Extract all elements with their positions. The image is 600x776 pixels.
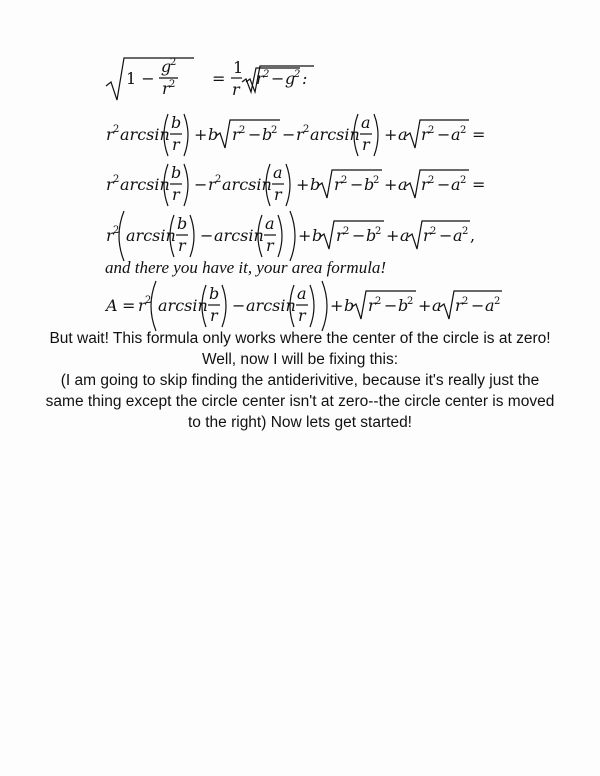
equation-line-5-area-formula: [104, 278, 504, 334]
svg-text:a: a: [485, 296, 495, 315]
svg-text:a: a: [273, 163, 283, 182]
svg-text:b: b: [344, 296, 355, 315]
svg-text:1: 1: [233, 58, 244, 77]
svg-text:−: −: [271, 69, 285, 88]
svg-text:,: ,: [470, 226, 476, 245]
svg-text:2: 2: [462, 226, 469, 237]
svg-text:b: b: [171, 113, 182, 132]
svg-text:+: +: [296, 175, 310, 194]
svg-text:=: =: [122, 296, 136, 315]
svg-text:a: a: [265, 214, 275, 233]
svg-text:a: a: [361, 113, 371, 132]
area-formula-caption: and there you have it, your area formula!: [105, 258, 387, 277]
svg-text:b: b: [171, 163, 182, 182]
paragraph-1: But wait! This formula only works where the center of the circle is at zero! Well, now I will be fixing this:: [49, 330, 551, 368]
svg-text:2: 2: [428, 125, 435, 136]
svg-text:r: r: [178, 236, 186, 255]
svg-text:r: r: [362, 135, 370, 154]
svg-text:−: −: [248, 125, 262, 144]
svg-text:2: 2: [460, 125, 467, 136]
svg-text:r: r: [172, 135, 180, 154]
svg-text:−: −: [384, 296, 398, 315]
svg-text:A: A: [106, 296, 118, 315]
svg-text:a: a: [451, 125, 461, 144]
svg-text:+: +: [384, 125, 398, 144]
svg-text:2: 2: [462, 296, 469, 307]
svg-text:2: 2: [460, 175, 467, 186]
svg-text:b: b: [209, 284, 220, 303]
svg-text:r: r: [274, 185, 282, 204]
svg-text:r: r: [368, 296, 376, 315]
svg-text:+: +: [418, 296, 432, 315]
svg-text:2: 2: [271, 125, 278, 136]
svg-text:b: b: [208, 125, 219, 144]
svg-text:2: 2: [215, 174, 222, 185]
svg-text:r: r: [162, 79, 170, 98]
svg-text:g: g: [161, 57, 172, 76]
svg-text:=: =: [212, 69, 226, 88]
svg-text:r: r: [106, 226, 114, 245]
svg-text:r: r: [232, 80, 240, 99]
svg-text:2: 2: [263, 69, 270, 80]
svg-text:2: 2: [407, 296, 414, 307]
svg-text:arcsin: arcsin: [126, 226, 176, 245]
svg-text:−: −: [194, 175, 208, 194]
svg-text:+: +: [194, 125, 208, 144]
svg-text:1 −: 1 −: [126, 69, 155, 88]
svg-text:r: r: [423, 226, 431, 245]
svg-text:arcsin: arcsin: [310, 125, 360, 144]
svg-text:arcsin: arcsin: [120, 125, 170, 144]
svg-text:+: +: [384, 175, 398, 194]
svg-text:2: 2: [375, 296, 382, 307]
svg-text:2: 2: [113, 124, 120, 135]
svg-text:2: 2: [303, 124, 310, 135]
sqrt-sign: [242, 64, 342, 94]
svg-text:2: 2: [494, 296, 501, 307]
svg-text:−: −: [439, 226, 453, 245]
svg-text:−: −: [471, 296, 485, 315]
svg-text:r: r: [336, 226, 344, 245]
svg-text:a: a: [398, 175, 408, 194]
svg-text:=: =: [472, 125, 486, 144]
svg-text:2: 2: [145, 295, 152, 306]
svg-text:2: 2: [169, 79, 176, 90]
equation-line-4: [104, 208, 484, 264]
svg-text:r: r: [334, 175, 342, 194]
svg-text:arcsin: arcsin: [222, 175, 272, 194]
svg-text:arcsin: arcsin: [120, 175, 170, 194]
svg-text:r: r: [455, 296, 463, 315]
svg-text:a: a: [398, 125, 408, 144]
svg-text:b: b: [366, 226, 377, 245]
svg-text:r: r: [296, 125, 304, 144]
svg-text:r: r: [106, 175, 114, 194]
svg-text:−: −: [352, 226, 366, 245]
svg-text:b: b: [262, 125, 273, 144]
svg-text:b: b: [398, 296, 409, 315]
svg-text:r: r: [138, 296, 146, 315]
svg-text:r: r: [256, 69, 264, 88]
explanation-text: [40, 328, 560, 433]
svg-text:a: a: [453, 226, 463, 245]
svg-text:b: b: [177, 214, 188, 233]
svg-text:2: 2: [170, 57, 177, 68]
svg-text:a: a: [451, 175, 461, 194]
svg-text:−: −: [437, 125, 451, 144]
svg-text:r: r: [172, 185, 180, 204]
svg-text:a: a: [400, 226, 410, 245]
svg-text:2: 2: [113, 174, 120, 185]
svg-text:=: =: [472, 175, 486, 194]
svg-text:2: 2: [343, 226, 350, 237]
svg-text:+: +: [386, 226, 400, 245]
svg-text:2: 2: [113, 225, 120, 236]
svg-text:2: 2: [373, 175, 380, 186]
svg-text:+: +: [330, 296, 344, 315]
svg-text:2: 2: [430, 226, 437, 237]
svg-text:arcsin: arcsin: [246, 296, 296, 315]
svg-text:a: a: [432, 296, 442, 315]
svg-text:arcsin: arcsin: [158, 296, 208, 315]
svg-text:r: r: [298, 306, 306, 325]
equation-line-3: [104, 158, 484, 210]
svg-text:arcsin: arcsin: [214, 226, 264, 245]
svg-text::: :: [302, 69, 308, 88]
svg-text:r: r: [232, 125, 240, 144]
svg-text:2: 2: [428, 175, 435, 186]
paragraph-2: (I am going to skip finding the antiderivitive, because it's really just the same thing except the circle center isn't at zero--the circle center is moved to the right) Now lets get started!: [45, 372, 555, 431]
svg-text:−: −: [232, 296, 246, 315]
svg-text:r: r: [421, 175, 429, 194]
svg-text:b: b: [310, 175, 321, 194]
svg-text:−: −: [282, 125, 296, 144]
svg-text:2: 2: [341, 175, 348, 186]
svg-text:−: −: [350, 175, 364, 194]
svg-text:r: r: [421, 125, 429, 144]
equation-line-2: [104, 108, 484, 160]
svg-text:b: b: [364, 175, 375, 194]
svg-text:r: r: [210, 306, 218, 325]
svg-text:g: g: [285, 69, 296, 88]
svg-text:2: 2: [239, 125, 246, 136]
svg-text:a: a: [297, 284, 307, 303]
svg-text:+: +: [298, 226, 312, 245]
svg-text:−: −: [437, 175, 451, 194]
svg-text:b: b: [312, 226, 323, 245]
svg-text:r: r: [208, 175, 216, 194]
svg-text:2: 2: [375, 226, 382, 237]
svg-text:r: r: [106, 125, 114, 144]
svg-text:−: −: [200, 226, 214, 245]
svg-text:2: 2: [294, 69, 301, 80]
svg-text:r: r: [266, 236, 274, 255]
